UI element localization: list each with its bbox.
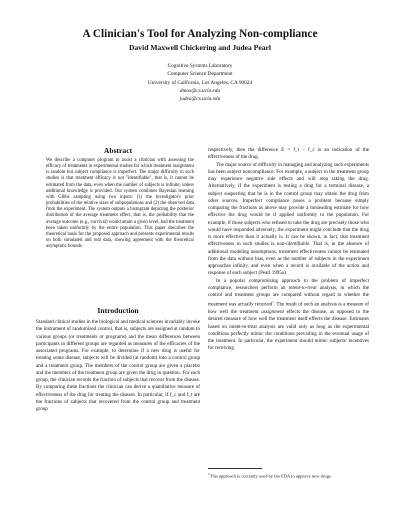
affiliation-department: Computer Science Department <box>167 71 233 78</box>
abstract-text <box>46 158 194 250</box>
right-paragraph-2 <box>208 162 369 278</box>
right-paragraph-3-part-b: analysis, in which the control and treatment groups are compared without regard to whether the treatment was actually received <box>208 284 369 308</box>
footnote-text: This approach is currently used by the FDA to approve new drugs. <box>209 473 332 479</box>
abstract-heading: Abstract <box>103 146 133 155</box>
right-paragraph-3-part-d: effects the disease, as opposed to the desired measure of how well the treatment itself effects the disease. Estimates based on intent-to-treat analysis are valid only as long as the experimental conditions perfectly mimic the conditions prevailing in the eventual usage of the treatment. In particular, the experiment should mimic subjects' incentives for receiving <box>208 309 369 352</box>
affiliation-university: University of California, Los Angeles, CA 90024 <box>147 79 253 86</box>
introduction-paragraph: Standard clinical studies in the biological and medical sciences invariably invoke the instrument of randomized control, that is, subjects are assigned at random to various groups (or treatments or programs) and the mean differences between participants in different groups are regarded as measures of the efficacies of the associated programs. For example, to determine if a new drug is useful for treating some disease, subjects will be divided (at random) into a control group and a treatment group. The members of the control group are given a placebo and the members of the treatment group are given the drug in question. For each group, the clinician records the fraction of subjects that recover from the disease. By comparing these fractions the clinician can derive a quantitative measure of effectiveness of the drug for treating the disease. In particular, if f_c and f_t are the fractions of subjects that recovered from the control group and treatment group <box>36 319 200 412</box>
affiliation-block <box>0 62 400 103</box>
paper-authors: David Maxwell Chickering and Judea Pearl <box>129 43 271 52</box>
right-paragraph-1: respectively, then the difference E = f_t − f_c is an indication of the effectiveness of the drug. <box>208 147 369 161</box>
right-paragraph-3-emphasis-2: assignment <box>261 309 284 316</box>
right-paragraph-3-part-a: In a popular compromising approach to the problem of imperfect compliance, researchers perform an <box>208 277 369 291</box>
author-email-1: dmax@cs.ucla.edu <box>179 87 221 94</box>
footnote-divider <box>208 468 262 469</box>
right-paragraph-3-emphasis-1: intent-to-treat <box>288 284 317 291</box>
author-email-2: judea@cs.ucla.edu <box>179 96 221 103</box>
right-paragraph-2-emphasis: non-identifiable <box>276 241 310 248</box>
abstract-paragraph: We describe a computer program to assist a clinician with assessing the efficacy of treatments in experimental studies for which treatment assignment is random but subject compliance is imperfect. The major difficulty in such studies is that treatment efficacy is not "identifiable", that is, it cannot be estimated from the data, even when the number of subjects is infinite, unless additional knowledge is provided. Our system combines Bayesian learning with Gibbs sampling using two inputs: (1) the investigator's prior probabilities of the relative sizes of subpopulations and (2) the observed data from the experiment. The system outputs a histogram depicting the posterior distribution of the average treatment effect, that is, the probability that the average outcome (e.g., survival) would attain a given level, had the treatment been taken uniformly by the entire population. This paper describes the theoretical basis for the proposed approach and presents experimental results on both simulated and real data, showing agreement with the theoretical asymptotic bounds. <box>46 158 194 250</box>
right-paragraph-2-part-b: . That is, in the absence of additional modeling assumptions, treatment effectiveness cannot be estimated from the data without bias, even as the number of subjects in the experiment approaches infinity, and even when a record is available of the action and response of each subject (Pearl 1995a). <box>208 241 370 277</box>
introduction-heading: Introduction <box>97 306 139 315</box>
footnote-reference: 1 <box>272 300 274 305</box>
footnote <box>208 471 369 480</box>
right-paragraph-3-part-c: . The result of such an analysis is a measure of how well the treatment <box>208 301 369 316</box>
affiliation-lab: Cognitive Systems Laboratory <box>167 63 233 69</box>
right-paragraph-2-part-a: The major source of difficulty in managing and analyzing such experiments has been subject noncompliance. For example, a subject in the treatment group may experience negative side effects and will stop taking the drug. Alternatively, if the experiment is testing a drug for a terminal disease, a subject suspecting that he is in the control group may obtain the drug from other sources. Imperfect compliance poses a problem because simply comparing the fractions as above may provide a misleading estimate for how effective the drug would be if applied uniformly to the population. For example, if those subjects who refused to take the drug are precisely those who would have responded adversely, the experiment might conclude that the drug is more effective than it actually is. It can be shown, in fact, that treatment effectiveness in such studies is <box>208 161 369 248</box>
right-column <box>208 147 369 353</box>
footnote-marker: 1 <box>208 472 210 476</box>
paper-title: A Clinician's Tool for Analyzing Non-compliance <box>82 28 318 40</box>
introduction-text <box>36 319 200 413</box>
right-paragraph-3 <box>208 278 369 353</box>
